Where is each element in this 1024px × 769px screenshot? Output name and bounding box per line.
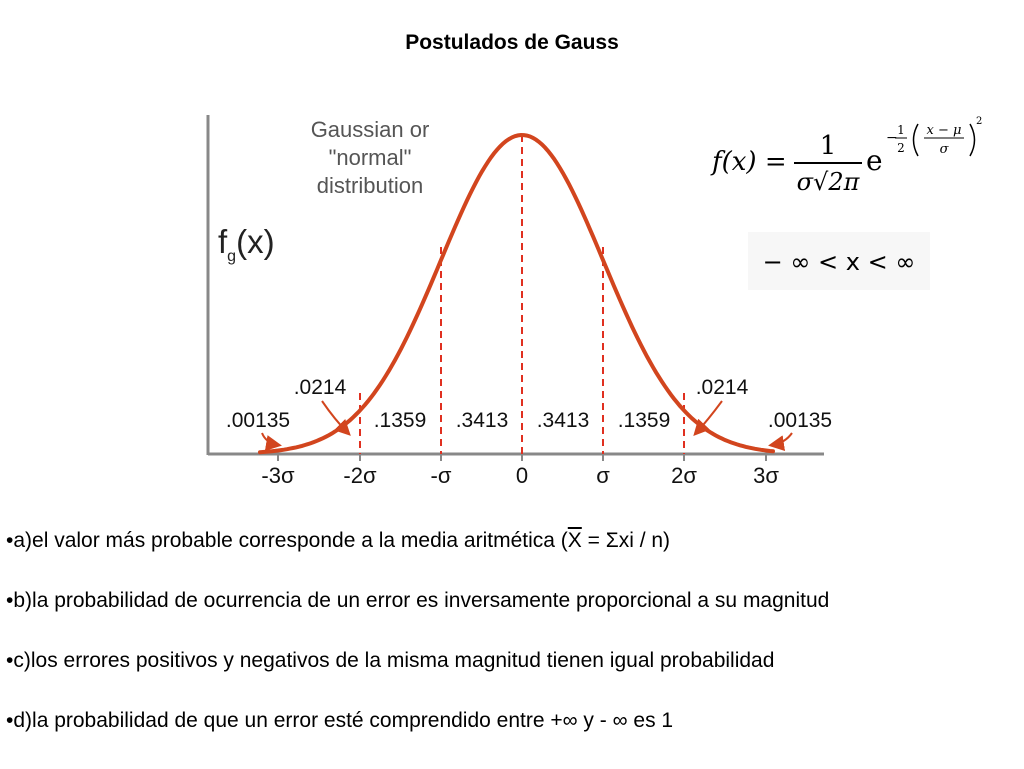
tail-label-right-inner: .0214 [695, 376, 749, 399]
postulate-c: •c)los errores positivos y negativos de la misma magnitud tienen igual probabilidad [6, 649, 775, 672]
formula-numerator: 1 [819, 131, 837, 161]
area-label: .1359 [373, 409, 427, 432]
postulate-b: •b)la probabilidad de ocurrencia de un error es inversamente proporcional a su magnitud [6, 589, 830, 612]
arrow-left-inner [322, 401, 348, 433]
tail-label-left-inner: .0214 [293, 376, 347, 399]
x-tick-label: 3σ [753, 463, 779, 488]
formula-inner-num: x − μ [926, 123, 962, 138]
formula-exp-sign: − [886, 130, 898, 146]
range-text: − ∞ < x < ∞ [762, 248, 916, 276]
x-range [748, 232, 930, 290]
postulates-list [6, 529, 1021, 769]
area-label: .1359 [617, 409, 671, 432]
area-label: .3413 [536, 409, 590, 432]
annotation-line-2: "normal" [328, 145, 412, 170]
x-tick-label: -2σ [343, 463, 377, 488]
arrow-right-outer [772, 433, 792, 445]
formula-exp-frac-den: 2 [897, 141, 905, 155]
postulate-d: •d)la probabilidad de que un error esté comprendido entre +∞ y - ∞ es 1 [6, 709, 674, 732]
arrow-left-outer [262, 433, 278, 445]
x-tick-label: 2σ [671, 463, 697, 488]
x-tick-label: -3σ [261, 463, 295, 488]
tail-label-left-outer: .00135 [225, 409, 291, 432]
formula-lhs: f(x) = [712, 147, 787, 177]
formula-inner-den: σ [939, 142, 949, 157]
formula-exp-frac-num: 1 [897, 123, 905, 137]
formula-denominator: σ√2π [796, 168, 860, 196]
area-label: .3413 [455, 409, 509, 432]
page-title: Postulados de Gauss [405, 31, 619, 54]
postulate-a: •a)el valor más probable corresponde a la media aritmética $(\overline{X} = \Sigma xi / n)$ [6, 529, 671, 552]
x-tick-label: -σ [430, 463, 452, 488]
y-axis-label: $f_g(x)$ [218, 223, 275, 265]
annotation-line-3: distribution [316, 173, 424, 198]
formula-base: e [866, 144, 883, 177]
gaussian-formula [708, 112, 988, 207]
arrow-right-inner [696, 401, 722, 433]
formula-power: 2 [976, 116, 983, 127]
x-tick-label: σ [596, 463, 610, 488]
annotation-line-1: Gaussian or [310, 117, 430, 142]
x-bar: $\overline{X}$ [567, 529, 582, 552]
tail-label-right-outer: .00135 [767, 409, 833, 432]
x-tick-label: 0 [515, 463, 529, 488]
